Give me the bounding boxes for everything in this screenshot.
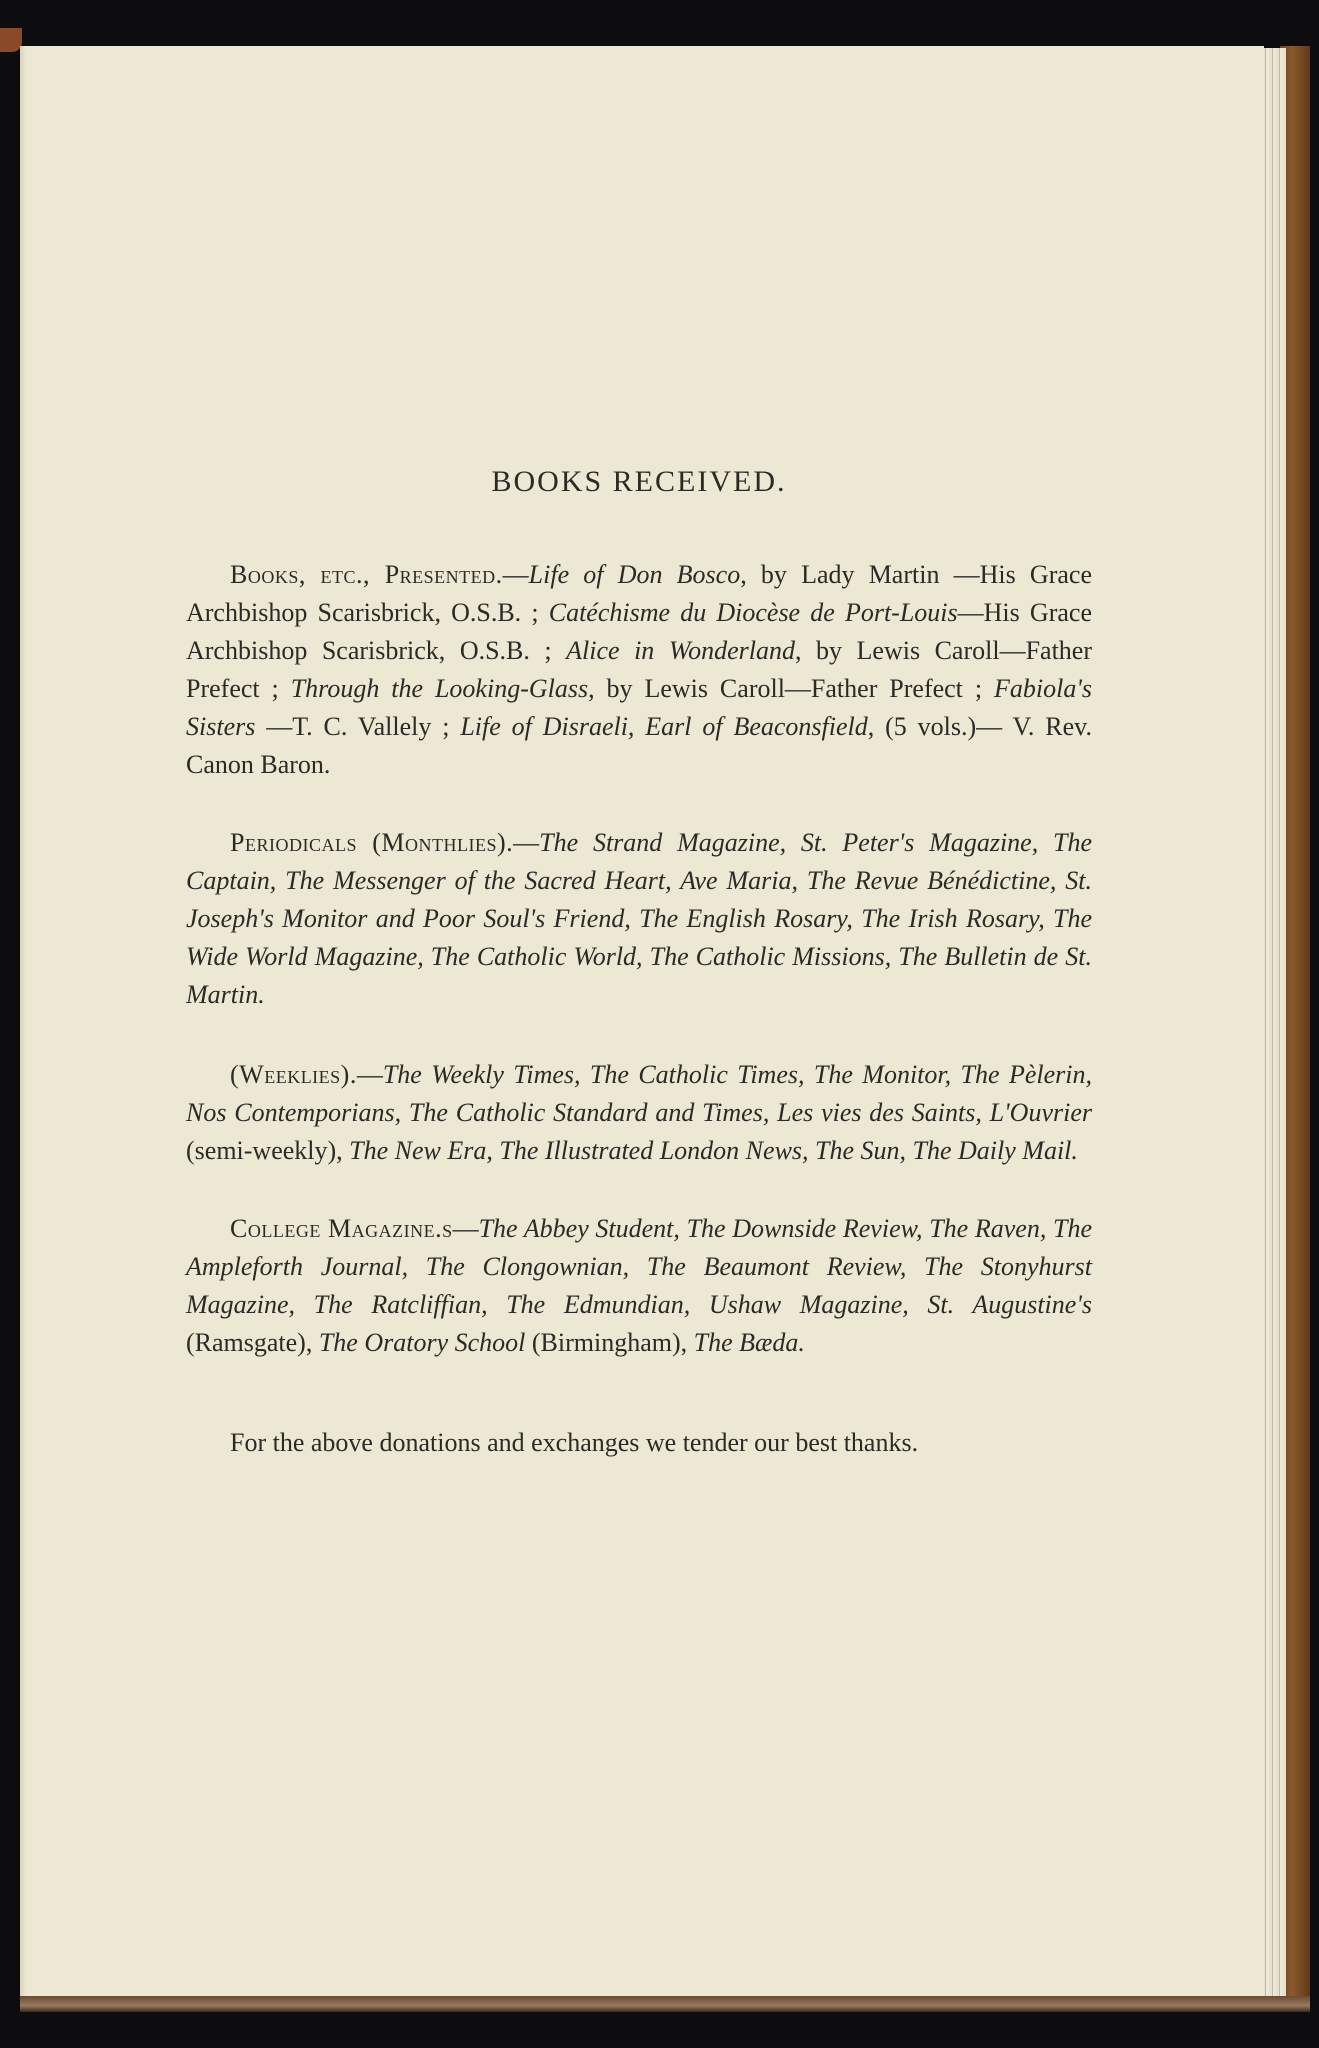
dash: — [356, 1060, 383, 1089]
section-heading: Books, etc., Presented. [230, 560, 503, 589]
title-italic: The Abbey Student, The Downside Review, The Raven, The Ampleforth Journal, The Clongownian, The Beaumont Review, The Stonyhurst Magazine, The Ratcliffian, The Edmundian, Ushaw Magazine, St. Augustine's [186, 1214, 1092, 1319]
text-run: , (5 vols.)— V. Rev. Canon Baron. [186, 712, 1092, 779]
title-italic: The Weekly Times, The Catholic Times, The Monitor, The Pèlerin, Nos Contemporians, The Catholic Standard and Times, Les vies des Saints, L'Ouvrier [186, 1060, 1092, 1127]
title-italic: Life of Disraeli, Earl of Beaconsfield [460, 712, 868, 741]
text-run: (Ramsgate), [186, 1328, 319, 1357]
section-heading: Periodicals (Monthlies). [230, 828, 514, 857]
paragraph-closing [186, 1424, 1092, 1462]
title-italic: The Strand Magazine, St. Peter's Magazine, The Captain, The Messenger of the Sacred Heart, Ave Maria, The Revue Bénédictine, St. Joseph's Monitor and Poor Soul's Friend, The English Rosary, The Irish Rosary, The Wide World Magazine, The Catholic World, The Catholic Missions, The Bulletin de St. Martin. [186, 828, 1092, 1009]
text-run: —His Grace Archbishop Scarisbrick, O.S.B. ; [186, 598, 1092, 665]
paragraph-college [186, 1210, 1092, 1362]
book-cover-bottom [20, 1996, 1310, 2012]
paragraph-presented [186, 556, 1092, 784]
title-italic: Catéchisme du Diocèse de Port-Louis [548, 598, 958, 627]
text-run: , by Lewis Caroll—Father Prefect ; [186, 636, 1092, 703]
text-run: , by Lewis Caroll—Father Prefect ; [588, 674, 994, 703]
title-italic: Life of Don Bosco [528, 560, 741, 589]
page-title: BOOKS RECEIVED. [491, 465, 787, 498]
text-run: , by Lady Martin —His Grace Archbishop Scarisbrick, O.S.B. ; [186, 560, 1092, 627]
title-italic: Through the Looking-Glass [290, 674, 589, 703]
title-italic: The New Era, The Illustrated London News, The Sun, The Daily Mail. [349, 1136, 1078, 1165]
dash: — [513, 828, 540, 857]
text-run: —T. C. Vallely ; [255, 712, 461, 741]
section-items [186, 560, 1092, 779]
dash: — [452, 1214, 479, 1243]
book-cover-corner [0, 28, 22, 52]
closing-text: For the above donations and exchanges we tender our best thanks. [230, 1428, 919, 1457]
title-italic: Alice in Wonderland [566, 636, 795, 665]
title-italic: The Oratory School [318, 1328, 526, 1357]
paragraph-weeklies [186, 1056, 1092, 1170]
paragraph-monthlies [186, 824, 1092, 1014]
section-heading: (Weeklies). [230, 1060, 357, 1089]
text-run: (Birmingham), [525, 1328, 694, 1357]
page-gutter [20, 46, 26, 1996]
title-italic: The Bæda. [693, 1328, 805, 1357]
dash: — [502, 560, 529, 589]
title-italic: Fabiola's Sisters [186, 674, 1093, 741]
section-heading: College Magazine.s [230, 1214, 453, 1243]
page-edges [1262, 48, 1286, 1996]
text-run: (semi-weekly), [186, 1136, 350, 1165]
book-page [20, 46, 1264, 1996]
